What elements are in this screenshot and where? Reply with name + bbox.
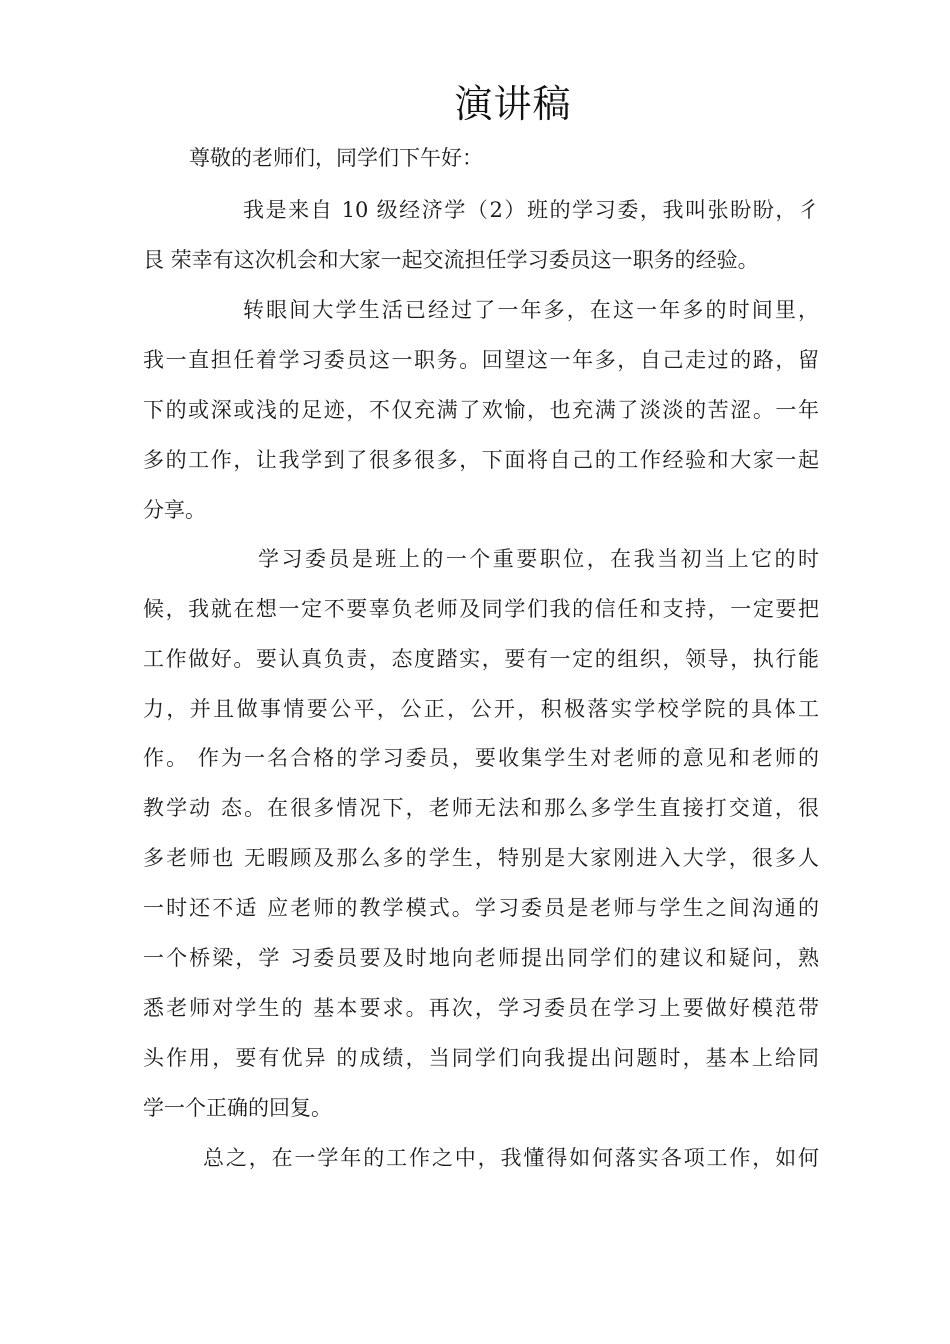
paragraph-line: 一个桥梁，学 习委员要及时地向老师提出同学们的建议和疑问，熟 [143,946,819,970]
paragraph-line: 力，并且做事情要公平，公正，公开，积极落实学校学院的具体工 [143,697,819,721]
paragraph-line: 转眼间大学生活已经过了一年多，在这一年多的时间里， [243,298,819,322]
paragraph-line: 分享。 [143,498,206,522]
paragraph-line: 头作用，要有优异 的成绩，当同学们向我提出问题时，基本上给同 [143,1046,819,1070]
document-title: 演讲稿 [454,82,572,126]
paragraph-line: 总之，在一学年的工作之中，我懂得如何落实各项工作，如何 [203,1146,819,1170]
paragraph-line: 我一直担任着学习委员这一职务。回望这一年多，自己走过的路，留 [143,348,819,372]
paragraph-line: 艮 荣幸有这次机会和大家一起交流担任学习委员这一职务的经验。 [143,248,759,272]
paragraph-line: 一时还不适 应老师的教学模式。学习委员是老师与学生之间沟通的 [143,896,819,920]
paragraph-line: 学一个正确的回复。 [143,1096,332,1120]
paragraph-line: 多老师也 无暇顾及那么多的学生，特别是大家刚进入大学，很多人 [143,846,819,870]
paragraph-line: 我是来自 10 级经济学（2）班的学习委，我叫张盼盼，彳 [243,198,819,222]
paragraph-line: 多的工作，让我学到了很多很多，下面将自己的工作经验和大家一起 [143,448,819,472]
paragraph-line: 下的或深或浅的足迹，不仅充满了欢愉，也充满了淡淡的苦涩。一年 [143,398,819,422]
paragraph-line: 教学动 态。在很多情况下，老师无法和那么多学生直接打交道，很 [143,796,819,820]
paragraph-line: 候，我就在想一定不要辜负老师及同学们我的信任和支持，一定要把 [143,597,819,621]
paragraph-line: 学习委员是班上的一个重要职位，在我当初当上它的时 [258,547,819,571]
greeting-line: 尊敬的老师们，同学们下午好： [189,146,483,170]
paragraph-line: 工作做好。要认真负责，态度踏实，要有一定的组织，领导，执行能 [143,647,819,671]
paragraph-line: 作。 作为一名合格的学习委员，要收集学生对老师的意见和老师的 [143,746,819,770]
paragraph-line: 悉老师对学生的 基本要求。再次，学习委员在学习上要做好模范带 [143,996,819,1020]
